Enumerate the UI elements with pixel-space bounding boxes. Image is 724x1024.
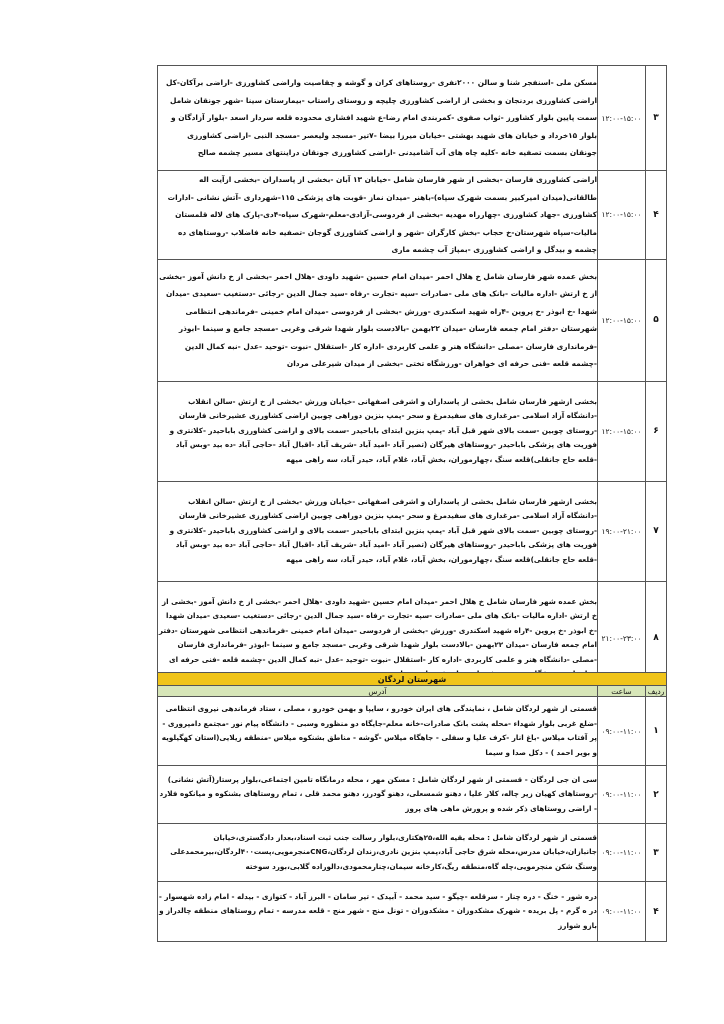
header-no: ردیف xyxy=(646,686,667,697)
outage-table-lordegan xyxy=(157,672,667,942)
row-address: بخش عمده شهر فارسان شامل خ هلال احمر -میدان امام حسین -شهید داودی -هلال احمر -بخشی از خ دانش آموز -بخشی از خ ارتش -اداره مالیات -بانک های ملی -صادرات -سپه -تجارت -رفاه -سید جمال الدین -رجائی -دستغیب -سعیدی -میدان شهدا -خ ابوذر -خ پروین -۴راه شهید اسکندری -ورزش -بخشی از فردوسی -میدان امام خمینی -فرماندهی انتظامی شهرستان -دفتر امام جمعه فارسان -میدان ۲۲بهمن -بالادست بلوار شهدا شرقی وغربی -مسجد جامع و سینما -ابوذر -فرمانداری فارسان -مصلی -دانشگاه هنر و علمی کاربردی -اداره کار -استقلال -نبوت -توحید -عدل -نبه کمال الدین -چشمه قلعه -فنی حرفه ای خواهران -ورزشگاه تختی -بخشی از میدان شیرعلی مردان xyxy=(158,259,598,381)
row-time: ۱۹:۰۰-۲۱:۰۰ xyxy=(598,481,646,581)
row-time: ۰۹:۰۰-۱۱:۰۰ xyxy=(598,882,646,942)
row-time: ۱۲:۰۰-۱۵:۰۰ xyxy=(598,381,646,481)
row-time: ۱۲:۰۰-۱۵:۰۰ xyxy=(598,171,646,260)
row-address: بخشی ازشهر فارسان شامل بخشی از پاسداران و اشرفی اصفهانی -خیابان ورزش -بخشی از خ ارتش -سالن انقلاب -دانشگاه آزاد اسلامی -مرغداری های سفیدمرغ و سحر -پمپ بنزین دوراهی چوبین اراضی کشاورزی عشیرخانی فارسان -روستای چوبین -سمت بالای شهر قبل آباد -پمپ بنزین ابتدای باباحیدر -سمت بالای و اراضی کشاورزی باباحیدر -کلانتری و فوریت های پزشکی باباحیدر -روستاهای هیرگان (تصیر آباد -امید آباد -شریف آباد -اقبال آباد -حاجی آباد -ده بید -وبس آباد -قلعه حاج جانقلی)قلعه سنگ ،چهارموران، بخش آباد، غلام آباد، حیدر آباد، سه راهی میهه xyxy=(158,481,598,581)
table-row xyxy=(158,824,667,882)
row-number: ۸ xyxy=(646,581,667,695)
header-address: آدرس xyxy=(158,686,598,697)
row-time: ۱۲:۰۰-۱۵:۰۰ xyxy=(598,66,646,171)
header-time: ساعت xyxy=(598,686,646,697)
row-number: ۴ xyxy=(646,171,667,260)
row-time: ۲۱:۰۰-۲۳:۰۰ xyxy=(598,581,646,695)
table-row xyxy=(158,481,667,581)
table-row xyxy=(158,171,667,260)
row-number: ۴ xyxy=(646,882,667,942)
table-row xyxy=(158,66,667,171)
row-address: بخش عمده شهر فارسان شامل خ هلال احمر -میدان امام حسین -شهید داودی -هلال احمر -بخشی از خ دانش آموز -بخشی از خ ارتش -اداره مالیات -بانک های ملی -صادرات -سپه -تجارت -رفاه -سید جمال الدین -رجائی -دستغیب -سعیدی -میدان شهدا -خ ابوذر -خ پروین -۴راه شهید اسکندری -ورزش -بخشی از فردوسی -میدان امام خمینی -فرماندهی انتظامی شهرستان -دفتر امام جمعه فارسان -میدان ۲۲بهمن -بالادست بلوار شهدا شرقی وغربی -مسجد جامع و سینما -ابوذر -فرمانداری فارسان -مصلی -دانشگاه هنر و علمی کاربردی -اداره کار -استقلال -نبوت -توحید -عدل -نبه کمال الدین -چشمه قلعه -فنی حرفه ای xyxy=(158,581,598,695)
row-address: مسکن ملی -اسنفجر شنا و سالن ۲۰۰۰نفری -روستاهای کران و گوشه و چقاصیت واراضی کشاورزی -اراضی برآکان-کل اراضی کشاورزی بردنجان و بخشی از اراضی کشاورزی چلیچه و روستای راستاب -بیمارستان سینا -شهر جونقان شامل سمت پایین بلوار کشاورز -ثواب صفوی -کمربندی امام رضا-ع شهید افشاری محدوده قلعه سردار اسعد -بلوار آزادگان و بلوار ۱۵خرداد و خیابان های شهید بهشتی -خیابان میرزا بیضا -۷تیر -مسجد ولیعصر -مسجد النبی -اراضی کشاورزی جونقان بسمت تصفیه خانه -کلیه چاه های آب آشامیدنی -اراضی کشاورزی جونقان دراینتهای مسیر چشمه صالح xyxy=(158,66,598,171)
row-address: سی ان جی لردگان - قسمتی از شهر لردگان شامل : مسکن مهر ، محله درمانگاه تامین اجتماعی،بلوار پرستار(آتش نشانی) -روستاهای کهیان زیر چاله، کلار علیا ، دهنو شمسعلی، دهنو گودرز، دهنو محمد قلی ، تمام روستاهای بشنکوه و میانکوه فلارد - اراضی روستاهای ذکر شده و پرورش ماهی های پروز xyxy=(158,766,598,824)
row-time: ۰۹:۰۰-۱۱:۰۰ xyxy=(598,824,646,882)
row-address: قسمتی از شهر لردگان شامل : محله بقیه الله،۲۵هکتاری،بلوار رسالت جنب ثبت اسناد،بعداز دادگستری،خیابان جانبازان،خیابان مدرس،محله شرق حاجی آباد،پمپ بنزین نادری،زندان لردگان،CNGمنجرمویی،پست۴۰۰لردگان،بیرمحمدعلی وسنگ شکن منجرمویی،چله گاه،منطقه ریگ،کارخانه سیمان،چنارمحمودی،دالوراده گلابی،بورد سوخته xyxy=(158,824,598,882)
row-address: قسمتی از شهر لردگان شامل ، نمایندگی های ایران خودرو ، سایپا و بهمن خودرو ، مصلی ، ستاد فرماندهی نیروی انتظامی -ضلع غربی بلوار شهداء -محله پشت بانک صادرات-خانه معلم-جایگاه دو منظوره وسبی - دانشگاه پیام نور -مجتمع دامپروری - پر آفتاب میلاس -باغ انار -کرف علیا و سفلی - جاهگاه میلاس -گوشه - مناطق بشنکوه میلاس -منطقه زیلایی(استان کهگیلویه و بویر احمد ) - دکل صدا و سیما xyxy=(158,697,598,766)
table-row xyxy=(158,697,667,766)
table-row xyxy=(158,882,667,942)
row-address: دره شور - خنگ - دره چنار - سرقلعه -چیگو - سید محمد - آبیدک - تیر سامان - البرز آباد - کتوازی - بیدله - امام زاده شهسوار - در ه گرم - پل بریده - شهرک مشکدوزان - مشکدوزان - تونل منج - شهر منج - قلعه مدرسه - تمام روستاهای منطقه چالدراز و بازو شوارز xyxy=(158,882,598,942)
row-number: ۲ xyxy=(646,766,667,824)
row-time: ۱۲:۰۰-۱۵:۰۰ xyxy=(598,259,646,381)
row-number: ۱ xyxy=(646,697,667,766)
outage-table-top xyxy=(157,65,667,696)
row-time: ۰۹:۰۰-۱۱:۰۰ xyxy=(598,697,646,766)
row-address: اراضی کشاورزی فارسان -بخشی از شهر فارسان شامل -خیابان ۱۳ آبان -بخشی از پاسداران -بخشی ازآیت اله طالقانی(میدان امیرکبیر بسمت شهرک سپاه)-باهنر -میدان نماز -قوبت های پزشکی ۱۱۵-شهرداری -آتش نشانی -ادارات کشاورزی -جهاد کشاورزی -چهارراه مهدیه -بخشی از فردوسی-آزادی-معلم-شهرک سپاه-۴دی-پارک های لاله قلمستان مالیات-سپاه شهرستان-خ حجاب -بخش کارگران -شهر و اراضی کشاورزی گوجان -تصفیه خانه فاضلاب -روستاهای ده چشمه و بیدگل و اراضی کشاورزی -بمپاژ آب چشمه ماری xyxy=(158,171,598,260)
section-title: شهرستان لردگان xyxy=(158,673,667,686)
table-row xyxy=(158,766,667,824)
table-row xyxy=(158,259,667,381)
row-number: ۵ xyxy=(646,259,667,381)
table-row xyxy=(158,381,667,481)
row-number: ۶ xyxy=(646,381,667,481)
row-number: ۳ xyxy=(646,66,667,171)
section-title-row xyxy=(158,673,667,686)
row-number: ۷ xyxy=(646,481,667,581)
header-row xyxy=(158,686,667,697)
row-number: ۳ xyxy=(646,824,667,882)
row-address: بخشی ازشهر فارسان شامل بخشی از پاسداران و اشرفی اصفهانی -خیابان ورزش -بخشی از خ ارتش -سالن انقلاب -دانشگاه آزاد اسلامی -مرغداری های سفیدمرغ و سحر -پمپ بنزین دوراهی چوبین اراضی کشاورزی عشیرخانی فارسان -روستای چوبین -سمت بالای شهر قبل آباد -پمپ بنزین ابتدای باباحیدر -سمت بالای و اراضی کشاورزی باباحیدر -کلانتری و فوریت های پزشکی باباحیدر -روستاهای هیرگان (تصیر آباد -امید آباد -شریف آباد -اقبال آباد -حاجی آباد -ده بید -وبس آباد -قلعه حاج جانقلی)قلعه سنگ ،چهارموران، بخش آباد، غلام آباد، حیدر آباد، سه راهی میهه xyxy=(158,381,598,481)
row-time: ۰۹:۰۰-۱۱:۰۰ xyxy=(598,766,646,824)
